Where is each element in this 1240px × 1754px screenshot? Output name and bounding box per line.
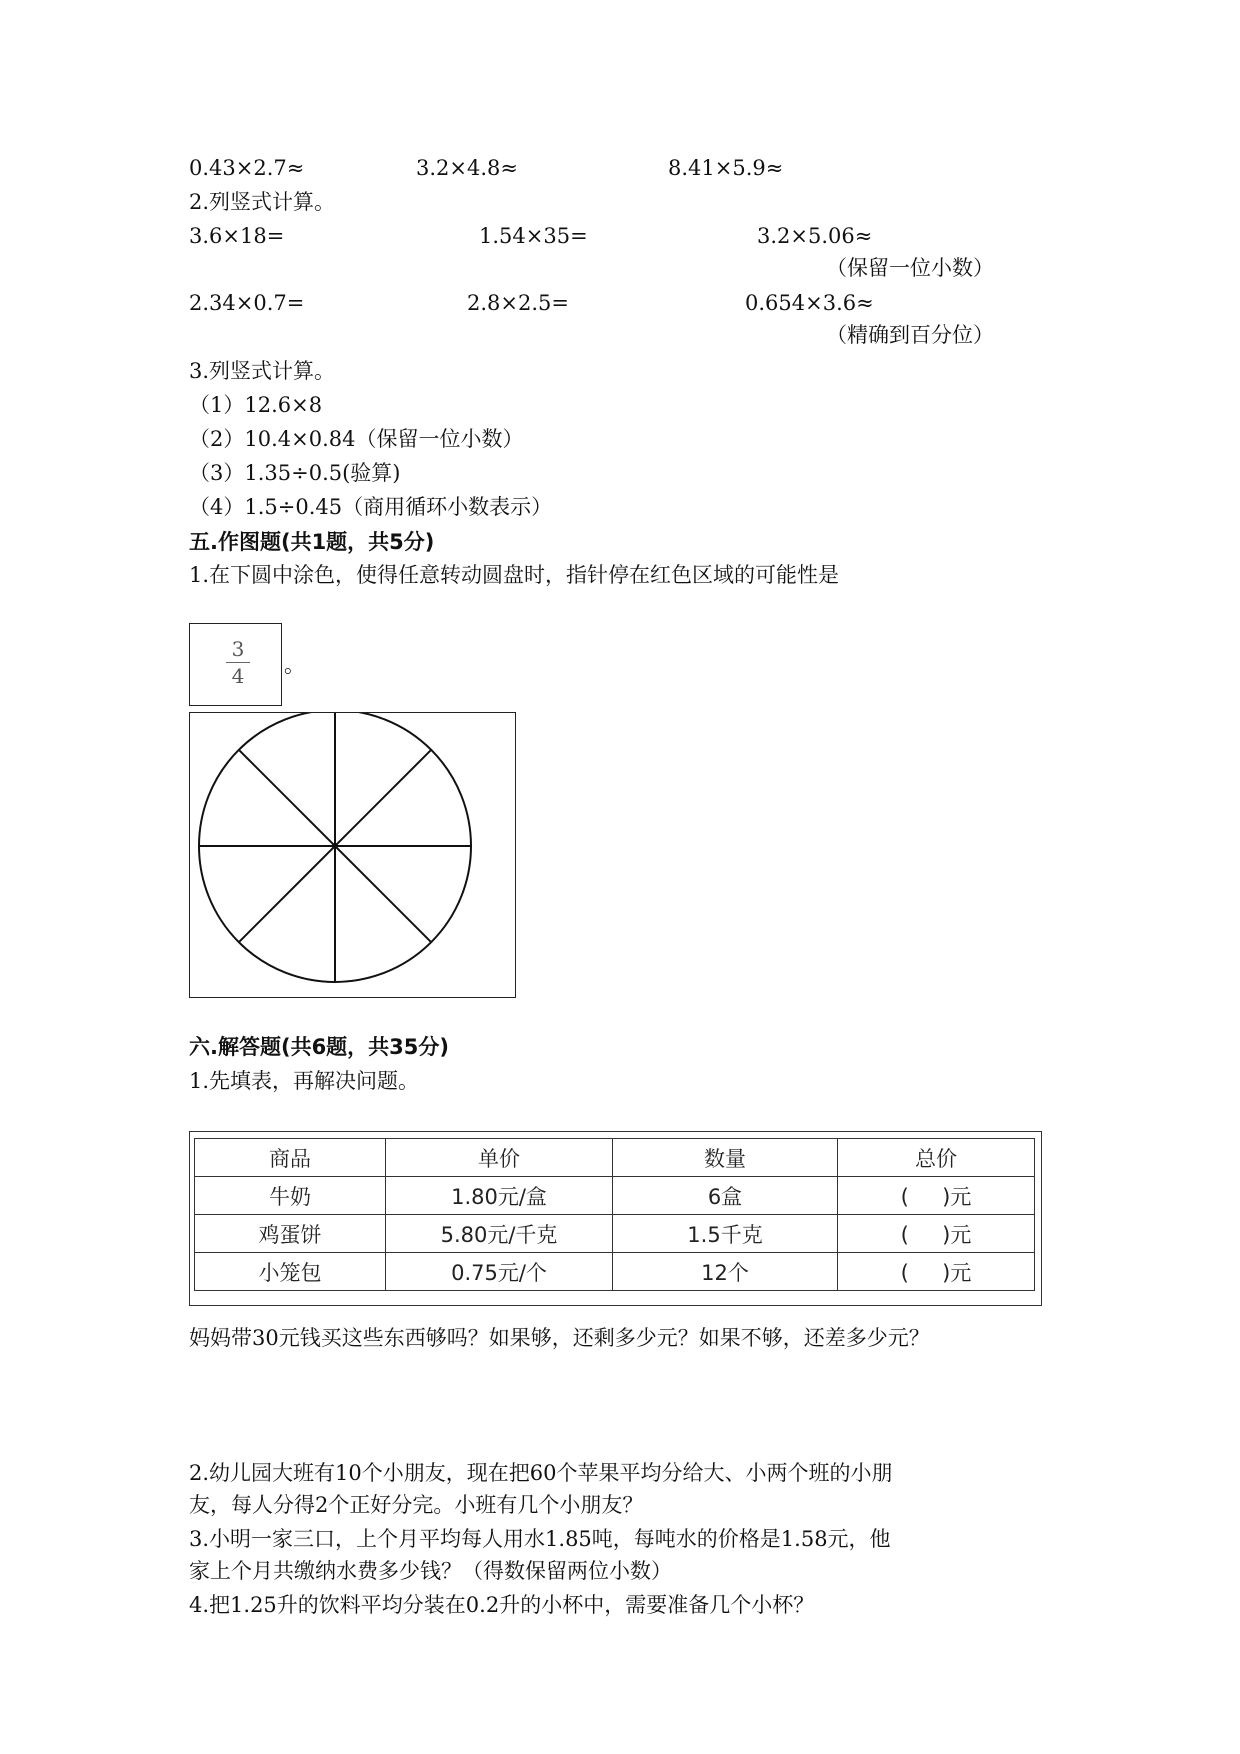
table-cell: ( )元 [838,1253,1035,1291]
table-cell: 小笼包 [195,1253,386,1291]
table-header-cell: 商品 [195,1139,386,1177]
q3-title: 3.列竖式计算。 [189,359,336,383]
table-cell: 牛奶 [195,1177,386,1215]
spinner-diagram [190,713,514,996]
q2-item-5: 2.8×2.5= [467,291,569,315]
table-cell: ( )元 [838,1215,1035,1253]
spinner-center [332,843,338,849]
section6-q1: 1.先填表，再解决问题。 [189,1069,420,1093]
q2-item-1: 3.6×18= [189,224,285,248]
table-cell: 0.75元/个 [386,1253,613,1291]
section6-q3-line2: 家上个月共缴纳水费多少钱？（得数保留两位小数） [189,1559,672,1583]
fraction-period: 。 [284,653,305,677]
q2-note-2: （精确到百分位） [826,323,994,347]
fraction [226,638,250,687]
goods-table [194,1138,1035,1291]
q3-item-4: （4）1.5÷0.45（商用循环小数表示） [189,495,553,519]
section6-q3-line1: 3.小明一家三口，上个月平均每人用水1.85吨，每吨水的价格是1.58元，他 [189,1527,891,1551]
table-header-row [195,1139,1035,1177]
fraction-denominator: 4 [231,664,245,688]
table-cell: 12个 [613,1253,838,1291]
table-cell: 1.80元/盒 [386,1177,613,1215]
q2-item-2: 1.54×35= [479,224,588,248]
table-cell: 5.80元/千克 [386,1215,613,1253]
table-row [195,1253,1035,1291]
table-row [195,1177,1035,1215]
table-cell: ( )元 [838,1177,1035,1215]
q2-item-4: 2.34×0.7= [189,291,305,315]
fraction-bar [226,662,250,663]
section6-q1-question: 妈妈带30元钱买这些东西够吗？如果够，还剩多少元？如果不够，还差多少元？ [189,1326,930,1350]
table-header-cell: 单价 [386,1139,613,1177]
q2-item-3: 3.2×5.06≈ [757,224,873,248]
q2-item-6: 0.654×3.6≈ [745,291,874,315]
q3-item-2: （2）10.4×0.84（保留一位小数） [189,427,524,451]
q2-title: 2.列竖式计算。 [189,190,336,214]
table-cell: 1.5千克 [613,1215,838,1253]
estimation-item-3: 8.41×5.9≈ [668,156,784,180]
table-cell: 6盒 [613,1177,838,1215]
section6-heading: 六.解答题(共6题，共35分) [189,1035,450,1059]
q3-item-1: （1）12.6×8 [189,393,323,417]
fraction-numerator: 3 [231,637,245,661]
spinner-diagram-box [189,712,516,998]
estimation-item-1: 0.43×2.7≈ [189,156,305,180]
q3-item-3: （3）1.35÷0.5(验算) [189,461,401,485]
table-cell: 鸡蛋饼 [195,1215,386,1253]
table-header-cell: 数量 [613,1139,838,1177]
q2-note-1: （保留一位小数） [826,256,994,280]
section6-q2-line1: 2.幼儿园大班有10个小朋友，现在把60个苹果平均分给大、小两个班的小朋 [189,1461,893,1485]
table-header-cell: 总价 [838,1139,1035,1177]
section5-heading: 五.作图题(共1题，共5分) [189,530,435,554]
table-row [195,1215,1035,1253]
estimation-item-2: 3.2×4.8≈ [416,156,518,180]
section5-q1: 1.在下圆中涂色，使得任意转动圆盘时，指针停在红色区域的可能性是 [189,563,840,587]
section6-q2-line2: 友，每人分得2个正好分完。小班有几个小朋友？ [189,1493,644,1517]
fraction-box [189,623,282,706]
section6-q4: 4.把1.25升的饮料平均分装在0.2升的小杯中，需要准备几个小杯？ [189,1593,815,1617]
